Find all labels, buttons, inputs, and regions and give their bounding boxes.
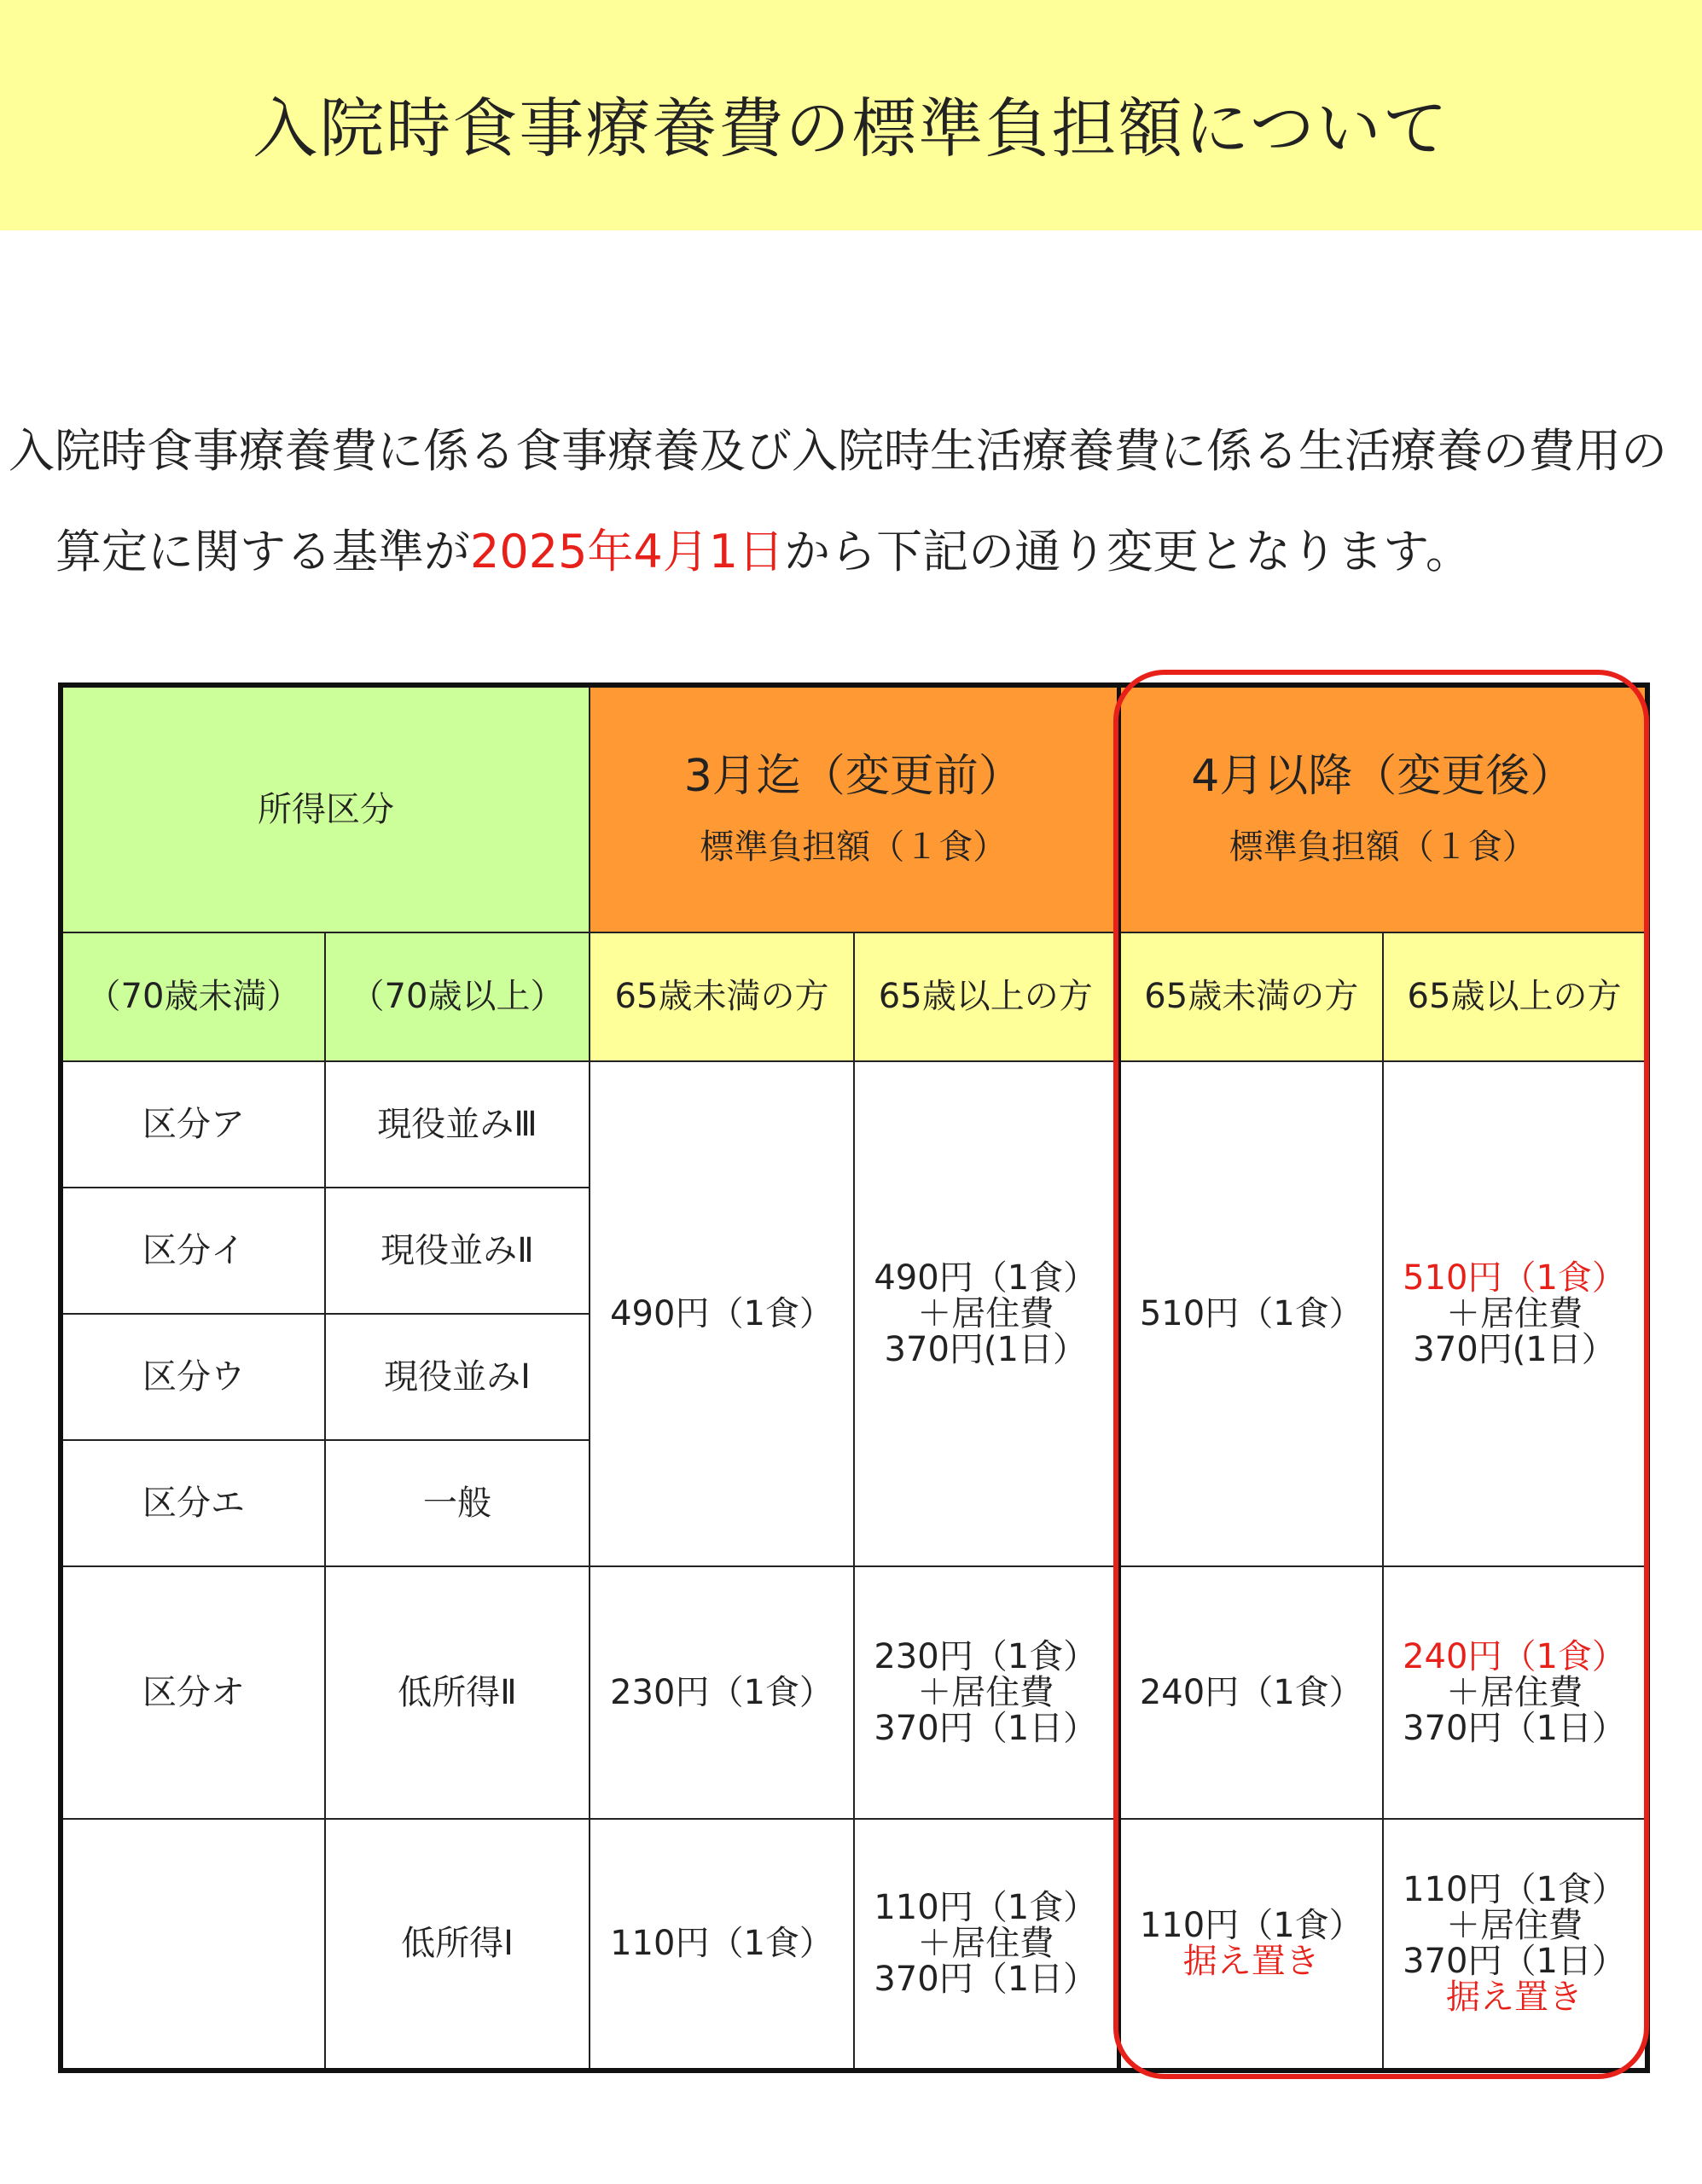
- fee-before-over-65: [854, 1061, 1118, 1567]
- table-row: [61, 1566, 1647, 1818]
- fee-after-over-65: [1383, 1061, 1647, 1567]
- intro-line-2-end: から下記の通り変更となります。: [784, 525, 1472, 578]
- over-65-before-header: 65歳以上の方: [854, 932, 1118, 1060]
- table-row: [61, 1061, 1647, 1188]
- after-change-header: [1118, 685, 1647, 932]
- fee-line: 370円（1日）: [874, 1708, 1098, 1748]
- before-change-header: [590, 685, 1118, 932]
- fee-before-under-65: 230円（1食）: [590, 1566, 854, 1818]
- fee-line: ＋居住費: [1446, 1906, 1583, 1946]
- fee-line: 110円（1食）: [1403, 1870, 1626, 1910]
- before-change-subtitle: 標準負担額（１食）: [700, 828, 1008, 868]
- unchanged-note: 据え置き: [1446, 1978, 1583, 2018]
- after-change-title: 4月以降（変更後）: [1191, 751, 1575, 803]
- fee-line: ＋居住費: [1446, 1293, 1583, 1333]
- fee-after-under-65: [1118, 1819, 1383, 2071]
- table-row: [61, 1819, 1647, 2071]
- under-65-before-header: 65歳未満の方: [590, 932, 854, 1060]
- under-65-after-header: 65歳未満の方: [1118, 932, 1383, 1060]
- fee-before-over-65: [854, 1566, 1118, 1818]
- fee-line: 510円（1食）: [1403, 1258, 1626, 1298]
- fee-line: 490円（1食）: [874, 1258, 1098, 1298]
- intro-line-2-start: 算定に関する基準が: [55, 525, 470, 578]
- fee-before-under-65: 490円（1食）: [590, 1061, 854, 1567]
- category-under-70: 区分ア: [61, 1061, 325, 1188]
- category-over-70: 低所得Ⅱ: [325, 1566, 590, 1818]
- category-over-70: 現役並みⅢ: [325, 1061, 590, 1188]
- fee-line: 230円（1食）: [874, 1636, 1098, 1676]
- fee-table: [58, 682, 1650, 2073]
- category-under-70: 区分イ: [61, 1188, 325, 1314]
- fee-line: 370円（1日）: [1403, 1708, 1626, 1748]
- category-under-70: 区分ウ: [61, 1314, 325, 1440]
- intro-line-1: 入院時食事療養費に係る食事療養及び入院時生活療養費に係る生活療養の費用の: [9, 424, 1667, 478]
- fee-after-under-65: 240円（1食）: [1118, 1566, 1383, 1818]
- under-70-header: （70歳未満）: [61, 932, 325, 1060]
- unchanged-note: 据え置き: [1182, 1942, 1320, 1982]
- category-over-70: 現役並みⅠ: [325, 1314, 590, 1440]
- income-category-header: 所得区分: [61, 685, 590, 932]
- after-change-subtitle: 標準負担額（１食）: [1229, 828, 1536, 868]
- fee-line: 370円（1日）: [1403, 1942, 1626, 1982]
- before-change-title: 3月迄（変更前）: [683, 751, 1023, 803]
- fee-line: 370円(1日）: [1413, 1329, 1616, 1369]
- category-under-70: 区分オ: [61, 1566, 325, 1818]
- fee-line: ＋居住費: [1446, 1672, 1583, 1712]
- fee-before-over-65: [854, 1819, 1118, 2071]
- category-over-70: 一般: [325, 1440, 590, 1566]
- fee-line: ＋居住費: [917, 1672, 1054, 1712]
- fee-line: 370円（1日）: [874, 1960, 1098, 2000]
- fee-after-over-65: [1383, 1819, 1647, 2071]
- page-title: 入院時食事療養費の標準負担額について: [253, 90, 1449, 166]
- category-over-70: 低所得Ⅰ: [325, 1819, 590, 2071]
- intro-line-2: [9, 502, 1698, 602]
- intro-text: [9, 401, 1698, 602]
- fee-line: 110円（1食）: [1139, 1906, 1363, 1946]
- fee-line: ＋居住費: [917, 1924, 1054, 1964]
- category-over-70: 現役並みⅡ: [325, 1188, 590, 1314]
- fee-after-over-65: [1383, 1566, 1647, 1818]
- subheader-row: [61, 932, 1647, 1060]
- over-70-header: （70歳以上）: [325, 932, 590, 1060]
- fee-line: 240円（1食）: [1403, 1636, 1626, 1676]
- category-under-70: 区分エ: [61, 1440, 325, 1566]
- fee-line: ＋居住費: [917, 1293, 1054, 1333]
- fee-before-under-65: 110円（1食）: [590, 1819, 854, 2071]
- category-under-70: [61, 1819, 325, 2071]
- over-65-after-header: 65歳以上の方: [1383, 932, 1647, 1060]
- fee-line: 110円（1食）: [874, 1888, 1098, 1928]
- fee-line: 370円(1日）: [884, 1329, 1087, 1369]
- title-banner: [0, 0, 1702, 230]
- fee-after-under-65: 510円（1食）: [1118, 1061, 1383, 1567]
- header-row: [61, 685, 1647, 932]
- effective-date: 2025年4月1日: [470, 525, 785, 578]
